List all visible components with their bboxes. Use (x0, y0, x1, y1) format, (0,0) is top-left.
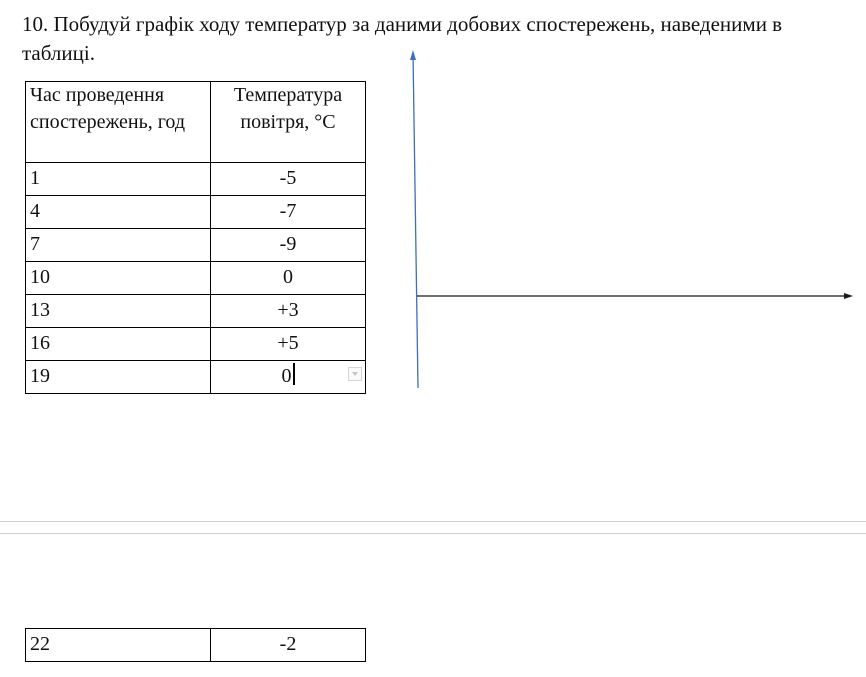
cell-temperature: +3 (211, 295, 366, 328)
cell-temperature: -9 (211, 229, 366, 262)
cell-temperature-value[interactable]: 0 (281, 365, 292, 387)
text-cursor (293, 363, 295, 385)
table-header-row (26, 82, 366, 163)
cell-temperature: -5 (211, 163, 366, 196)
cell-temperature-editing[interactable] (211, 361, 366, 394)
task-text: 10. Побудуй графік ходу температур за даними добових спостережень, наведеними в таблиці. (22, 12, 783, 65)
cell-temperature: -2 (211, 629, 366, 662)
empty-graph-axes (400, 40, 860, 400)
table-row (26, 328, 366, 361)
observation-table (25, 81, 366, 394)
header-time: Час проведення спостережень, год (26, 82, 211, 163)
table-row (26, 629, 366, 662)
observation-table-continued (25, 628, 366, 662)
cell-time: 22 (26, 629, 211, 662)
table-row (26, 361, 366, 394)
page-break-line (0, 533, 866, 534)
cell-temperature: -7 (211, 196, 366, 229)
cell-time: 19 (26, 361, 211, 394)
table-row (26, 295, 366, 328)
y-axis-arrow-icon (410, 50, 416, 60)
y-axis-line (413, 53, 418, 388)
cell-temperature: +5 (211, 328, 366, 361)
page-break-line (0, 521, 866, 522)
table-row (26, 163, 366, 196)
x-axis-arrow-icon (844, 293, 853, 299)
table-row (26, 196, 366, 229)
cell-time: 10 (26, 262, 211, 295)
cell-time: 13 (26, 295, 211, 328)
cell-time: 1 (26, 163, 211, 196)
cell-temperature: 0 (211, 262, 366, 295)
table-row (26, 229, 366, 262)
header-temperature: Температура повітря, °С (211, 82, 366, 163)
cell-time: 16 (26, 328, 211, 361)
table-row (26, 262, 366, 295)
cell-options-dropdown-icon[interactable] (348, 367, 362, 381)
cell-time: 4 (26, 196, 211, 229)
cell-time: 7 (26, 229, 211, 262)
